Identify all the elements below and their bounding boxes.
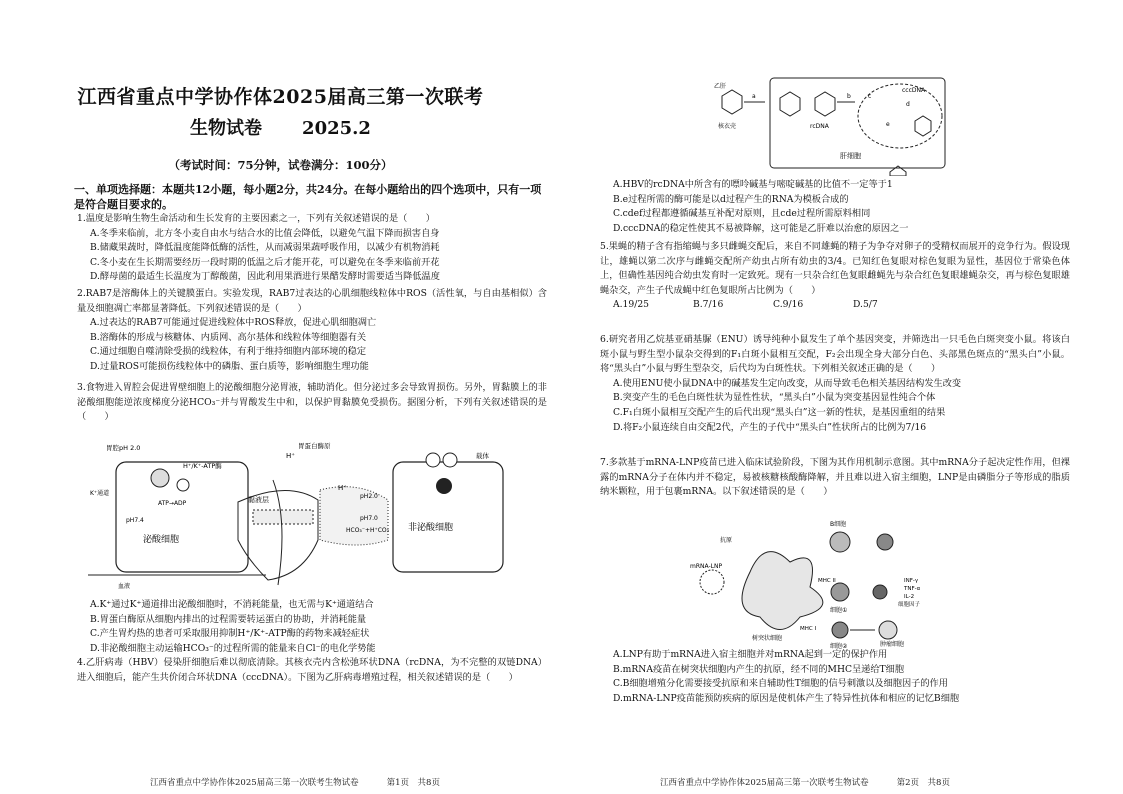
secretory-cell-label: 泌酸细胞	[143, 535, 180, 545]
b-cell-label: B细胞	[830, 521, 847, 528]
lnp-label: mRNA-LNP	[690, 563, 723, 570]
question-7-stem: 7.多款基于mRNA-LNP疫苗已进入临床试验阶段，下图为其作用机制示意图。其中mRNA分子起决定性作用，但裸露的mRNA分子在体内并不稳定，易被核糖核酸酶降解，并且难以进入宿主细胞，LNP是由磷脂分子等形成的脂质纳米颗粒，用于包裹mRNA。以下叙述错误的是（ ）	[600, 457, 1070, 498]
carrier-label: 载体	[476, 452, 489, 460]
question-3-stem: 3.食物进入胃腔会促进胃壁细胞上的泌酸细胞分泌胃液，辅助消化。但分泌过多会导致胃损伤。另外，胃黏膜上的非泌酸细胞能逆浓度梯度分泌HCO₃⁻并与胃酸发生中和，以保护胃黏膜免受损伤。据图分析，下列有关叙述错误的是（ ）	[77, 382, 547, 423]
q1-option-c: C.冬小麦在生长期需要经历一段时期的低温之后才能开花，可以避免在冬季来临前开花	[90, 256, 440, 268]
q7-figure	[690, 512, 990, 650]
q1-option-d: D.酵母菌的最适生长温度为丁醇酸菌，因此利用果酒进行果醋发酵时需要适当降低温度	[90, 271, 440, 283]
virus-capsid	[722, 90, 742, 114]
q5-stem: 5.果蝇的精子含有指缩蝇与多只雌蝇交配后，来自不同雄蝇的精子为争夺对卵子的受精权而展开的竞争行为。假设现让，雄蝇以第二次序与雌蝇交配所产幼虫占所有幼虫的3/4。已知红色复眼对棕色复眼为显性，基因位于常染色体上，但确性基因纯合幼虫发育时一定致死。现有一只杂合红色复眼雌蝇先与杂合红色复眼雄蝇杂交，再与棕色复眼雄蝇杂交，产生子代成蝇中红色复眼所占比例为（ ）	[600, 241, 1070, 296]
exam-subject	[0, 114, 561, 140]
h-ion-label-1: H⁺	[286, 452, 295, 460]
pepsinogen-label: 胃蛋白酶原	[298, 442, 331, 450]
q3-option-b: B.胃蛋白酶原从细胞内排出的过程需要转运蛋白的协助，并消耗能量	[90, 613, 367, 625]
step-a-label: a	[752, 93, 756, 100]
q4-figure	[710, 76, 950, 176]
hco3-label: HCO₃⁻+H⁺CO₃	[346, 527, 390, 534]
b-cell	[830, 532, 850, 552]
question-5	[600, 240, 1070, 313]
question-4-options	[600, 178, 1070, 236]
carrier-shape	[436, 478, 452, 494]
question-3-options	[77, 598, 547, 656]
helper-t-cell	[873, 585, 887, 599]
q5-option-d: D.5/7	[853, 299, 878, 311]
tnf-label: TNF-α	[904, 586, 921, 592]
exam-date: 2025.2	[302, 118, 371, 139]
q4-option-a: A.HBV的rcDNA中所含有的嘌呤碱基与嘧啶碱基的比值不一定等于1	[613, 179, 893, 190]
exam-title: 江西省重点中学协作体2025届高三第一次联考	[77, 86, 484, 108]
h-ion-label-2: H⁺	[338, 484, 347, 492]
section-heading: 一、单项选择题：本题共12小题，每小题2分，共24分。在每小题给出的四个选项中，只有一项是符合题目要求的。	[74, 183, 542, 211]
q1-stem: 1.温度是影响生物生命活动和生长发育的主要因素之一，下列有关叙述错误的是（ ）	[77, 213, 435, 224]
coat-label: 核衣壳	[718, 123, 737, 130]
question-6	[600, 333, 1070, 435]
channel-label: K⁺通道	[90, 490, 110, 497]
q5-option-c: C.9/16	[773, 299, 804, 311]
ph70-label: pH7.0	[360, 515, 378, 522]
mhc2-label: MHC II	[818, 578, 836, 584]
q1-option-a: A.冬季来临前，北方冬小麦自由水与结合水的比值会降低，以避免气温下降而损害自身	[90, 227, 440, 239]
q2-stem: 2.RAB7是溶酶体上的关键膜蛋白。实验发现，RAB7过表达的心肌细胞线粒体中ROS（活性氧，与自由基相似）含量及细胞凋亡率都显著降低。下列叙述错误的是（ ）	[77, 288, 547, 314]
footer-right-title: 江西省重点中学协作体2025届高三第一次联考生物试卷	[660, 778, 869, 788]
q4-option-d: D.cccDNA的稳定性使其不易被降解，这可能是乙肝难以治愈的原因之一	[613, 222, 909, 234]
step-d-label: d	[906, 101, 910, 108]
footer-right-page: 第2页 共8页	[896, 778, 950, 788]
footer-left-title: 江西省重点中学协作体2025届高三第一次联考生物试卷	[150, 778, 359, 788]
pump-shape	[151, 469, 169, 487]
q2-option-d: D.过量ROS可能损伤线粒体中的磷脂、蛋白质等，影响细胞生理功能	[90, 360, 369, 372]
q6-option-d: D.将F₂小鼠连续自由交配2代，产生的子代中“黑头白”性状所占的比例为7/16	[613, 421, 927, 433]
plasma-cell	[877, 534, 893, 550]
pepsinogen-arrow	[273, 480, 282, 585]
q3-option-a: A.K⁺通过K⁺通道排出泌酸细胞时，不消耗能量，也无需与K⁺通道结合	[90, 599, 374, 610]
rcdna-shape	[815, 92, 835, 116]
tumor-cell	[879, 621, 897, 639]
mucus-strip	[253, 510, 313, 524]
q2-option-b: B.溶酶体的形成与核糖体、内质网、高尔基体和线粒体等细胞器有关	[90, 331, 367, 343]
ifn-label: INF-γ	[904, 578, 919, 584]
question-2	[77, 287, 547, 375]
question-1	[77, 212, 547, 285]
footer-left	[150, 776, 440, 788]
q7-option-d: D.mRNA-LNP疫苗能预防疾病的原因是使机体产生了特异性抗体和相应的记忆B细胞	[613, 692, 960, 704]
q3-option-d: D.非泌酸细胞主动运输HCO₃⁻的过程所需的能量来自Cl⁻的电化学势能	[90, 642, 376, 654]
footer-right	[660, 776, 950, 788]
stomach-ph-label: 胃腔pH 2.0	[106, 444, 141, 452]
q4-option-c: C.cdef过程都遵循碱基互补配对原则，且cde过程所需原料相同	[613, 208, 871, 220]
q6-option-a: A.使用ENU使小鼠DNA中的碱基发生定向改变，从而导致毛色相关基因结构发生改变	[613, 377, 962, 389]
tumor-label: 肿瘤细胞	[880, 641, 905, 648]
cell-2	[832, 622, 848, 638]
question-4-stem: 4.乙肝病毒（HBV）侵染肝细胞后难以彻底清除。其核衣壳内含松弛环状DNA（rcDNA，为不完整的双链DNA）进入细胞后，能产生共价闭合环状DNA（cccDNA）。下图为乙肝病毒增殖过程，相关叙述错误的是（ ）	[77, 657, 547, 683]
step-b-label: b	[847, 93, 851, 100]
footer-left-page: 第1页 共8页	[386, 778, 440, 788]
step-e-label: e	[886, 121, 890, 128]
question-7-options	[600, 648, 1070, 706]
blood-label: 血液	[118, 583, 131, 590]
rcdna-label: rcDNA	[810, 123, 829, 130]
q3-figure	[88, 440, 548, 600]
q7-option-b: B.mRNA疫苗在树突状细胞内产生的抗原，经不同的MHC呈递给T细胞	[613, 663, 905, 675]
cell-1	[831, 583, 849, 601]
non-secretory-label: 非泌酸细胞	[408, 523, 454, 533]
q2-option-a: A.过表达的RAB7可能通过促进线粒体中ROS释放，促进心肌细胞凋亡	[90, 317, 377, 329]
lnp-shape	[700, 570, 724, 594]
il-label: IL-2	[904, 594, 915, 600]
step-c-label: c	[868, 93, 872, 100]
q1-option-b: B.储藏果蔬时，降低温度能降低酶的活性，从而减弱果蔬呼吸作用，以减少有机物消耗	[90, 242, 440, 254]
ph20-label: pH2.0	[360, 493, 378, 500]
q7-option-a: A.LNP有助于mRNA进入宿主细胞并对mRNA起到一定的保护作用	[613, 649, 888, 660]
dendritic-cell	[742, 552, 823, 630]
k-circle	[177, 479, 189, 491]
pump-label: H⁺/K⁺-ATP酶	[183, 462, 222, 470]
cell-1-label: 细胞①	[830, 607, 848, 614]
mhc1-label: MHC I	[800, 626, 817, 632]
cytokine-label: 细胞因子	[898, 602, 921, 608]
hco3-channel	[426, 453, 440, 467]
new-capsid	[915, 116, 931, 136]
antigen-label: 抗原	[720, 537, 733, 544]
q4-option-b: B.e过程所需的酶可能是以d过程产生的RNA为模板合成的	[613, 193, 849, 205]
q2-option-c: C.通过细胞自噬清除受损的线粒体，有利于维持细胞内部环境的稳定	[90, 346, 367, 358]
exam-info: （考试时间：75分钟，试卷满分：100分）	[168, 158, 393, 172]
q3-option-c: C.产生胃灼热的患者可采取服用抑制H⁺/K⁺-ATP酶的药物来减轻症状	[90, 628, 370, 640]
liver-label: 肝细胞	[840, 152, 861, 160]
q5-options	[600, 298, 1070, 313]
atp-label: ATP→ADP	[158, 500, 187, 507]
non-secretory-cell	[393, 462, 503, 572]
ph74-label: pH7.4	[126, 517, 144, 524]
q6-stem: 6.研究者用乙烷基亚硝基脲（ENU）诱导纯种小鼠发生了单个基因突变，并筛选出一只毛色白斑突变小鼠。将该白斑小鼠与野生型小鼠杂交得到的F₁白斑小鼠相互交配，F₂会出现全身大部分白色、头部黑色斑点的“黑头白”小鼠。将“黑头白”小鼠与野生型杂交，后代均为白斑性状。下列相关叙述正确的是（ ）	[600, 334, 1070, 375]
cl-channel	[443, 453, 457, 467]
cell-2-label: 细胞②	[830, 643, 848, 650]
q5-option-b: B.7/16	[693, 299, 724, 311]
cccdna-label: cccDNA	[902, 87, 926, 94]
q7-option-c: C.B细胞增殖分化需要接受抗原和来自辅助性T细胞的信号刺激以及细胞因子的作用	[613, 678, 948, 690]
q6-option-c: C.F₁白斑小鼠相互交配产生的后代出现“黑头白”这一新的性状，是基因重组的结果	[613, 406, 946, 418]
q6-option-b: B.突变产生的毛色白斑性状为显性性状，“黑头白”小鼠为突变基因显性纯合个体	[613, 392, 936, 404]
capsid-inside	[780, 92, 800, 116]
subject-label: 生物试卷	[190, 118, 263, 139]
dc-label: 树突状细胞	[752, 635, 783, 642]
mucus-label: 黏液层	[248, 496, 269, 504]
virus-label: 乙肝	[714, 83, 727, 90]
q5-option-a: A.19/25	[613, 299, 650, 311]
